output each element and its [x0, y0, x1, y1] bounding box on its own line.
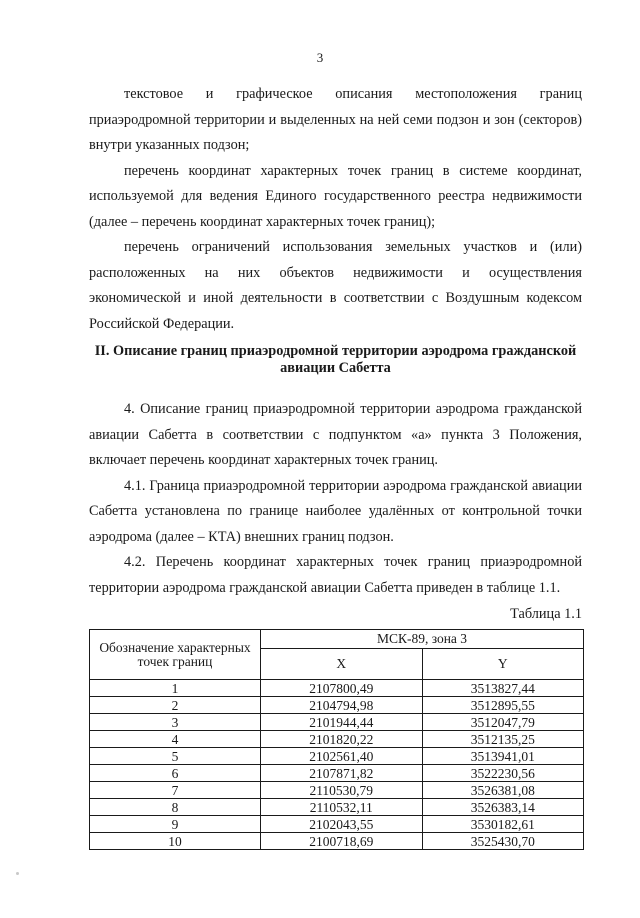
point-x: 2100718,69 — [261, 833, 423, 850]
header-point-label: Обозначение характерных точек границ — [90, 630, 261, 680]
point-x: 2110532,11 — [261, 799, 423, 816]
table-caption: Таблица 1.1 — [510, 606, 582, 622]
header-coordinate-system: МСК-89, зона 3 — [261, 630, 584, 649]
table-row — [90, 816, 584, 833]
point-x: 2104794,98 — [261, 697, 423, 714]
table-row — [90, 731, 584, 748]
coordinates-table — [89, 629, 584, 850]
point-number: 7 — [90, 782, 261, 799]
point-y: 3526383,14 — [422, 799, 584, 816]
table-row — [90, 714, 584, 731]
point-number: 1 — [90, 680, 261, 697]
table-row — [90, 748, 584, 765]
table-row — [90, 799, 584, 816]
point-number: 6 — [90, 765, 261, 782]
point-y: 3530182,61 — [422, 816, 584, 833]
paragraph-4: 4. Описание границ приаэродромной территории аэродрома гражданской авиации Сабетта в соответствии с подпунктом «а» пункта 3 Положения, включает перечень координат характерных точек границ. — [89, 401, 582, 468]
point-y: 3526381,08 — [422, 782, 584, 799]
point-y: 3525430,70 — [422, 833, 584, 850]
document-body — [89, 82, 582, 850]
section-heading: II. Описание границ приаэродромной территории аэродрома гражданской авиации Сабетта — [94, 343, 577, 376]
point-y: 3512047,79 — [422, 714, 584, 731]
point-number: 3 — [90, 714, 261, 731]
paragraph-4-1: 4.1. Граница приаэродромной территории аэродрома гражданской авиации Сабетта установлена по границе наиболее удалённых от контрольной точки аэродрома (далее – КТА) внешних границ подзон. — [89, 477, 582, 545]
paragraph-coordinate-list: перечень координат характерных точек границ в системе координат, используемой для ведения Единого государственного реестра недвижимости (далее – перечень координат характерных точек границ); — [89, 162, 582, 230]
table-row — [90, 833, 584, 850]
point-x: 2102043,55 — [261, 816, 423, 833]
point-number: 10 — [90, 833, 261, 850]
paragraph-4-2: 4.2. Перечень координат характерных точек границ приаэродромной территории аэродрома гражданской авиации Сабетта приведен в таблице 1.1. — [89, 554, 582, 596]
point-y: 3522230,56 — [422, 765, 584, 782]
point-number: 5 — [90, 748, 261, 765]
scan-artifact — [16, 872, 19, 875]
point-number: 4 — [90, 731, 261, 748]
point-x: 2101944,44 — [261, 714, 423, 731]
point-y: 3513941,01 — [422, 748, 584, 765]
point-x: 2102561,40 — [261, 748, 423, 765]
page-number: 3 — [316, 50, 324, 65]
table-row — [90, 680, 584, 697]
table-row — [90, 697, 584, 714]
point-number: 8 — [90, 799, 261, 816]
point-x: 2107871,82 — [261, 765, 423, 782]
point-x: 2110530,79 — [261, 782, 423, 799]
point-y: 3513827,44 — [422, 680, 584, 697]
point-y: 3512135,25 — [422, 731, 584, 748]
point-number: 9 — [90, 816, 261, 833]
point-number: 2 — [90, 697, 261, 714]
header-y: Y — [422, 649, 584, 680]
point-x: 2101820,22 — [261, 731, 423, 748]
point-x: 2107800,49 — [261, 680, 423, 697]
table-row — [90, 782, 584, 799]
paragraph-restrictions: перечень ограничений использования земельных участков и (или) расположенных на них объектов недвижимости и осуществления экономической и иной деятельности в соответствии с Воздушным кодексом Российской Федерации. — [89, 239, 582, 332]
point-y: 3512895,55 — [422, 697, 584, 714]
header-x: X — [261, 649, 423, 680]
table-row — [90, 765, 584, 782]
paragraph-descriptions: текстовое и графическое описания местоположения границ приаэродромной территории и выделенных на ней семи подзон и зон (секторов) внутри указанных подзон; — [89, 86, 582, 153]
